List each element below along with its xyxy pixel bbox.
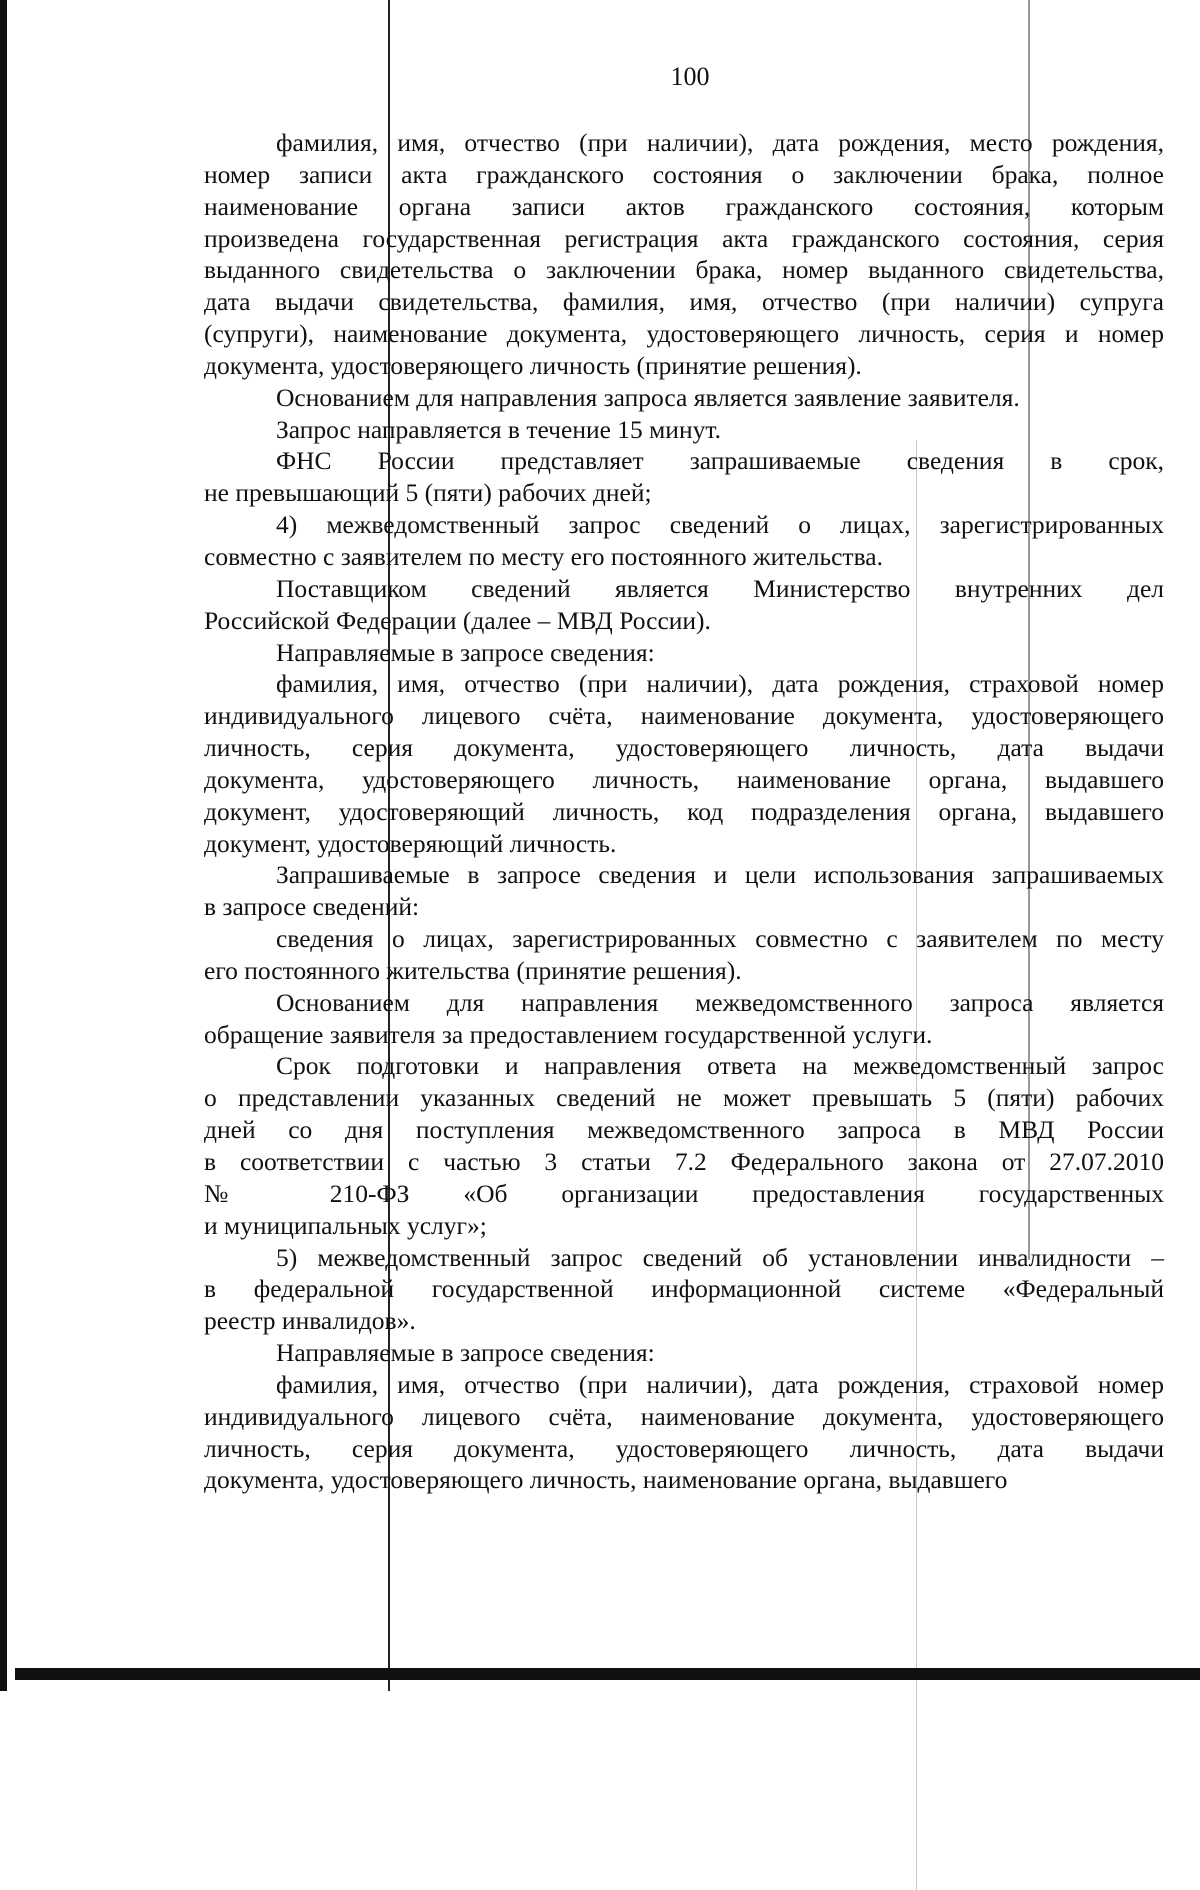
text-line: выданного свидетельства о заключении брака, номер выданного свидетельства, [204,255,1164,285]
paragraph [204,382,1164,414]
text-line: дата выдачи свидетельства, фамилия, имя, отчество (при наличии) супруга [204,287,1164,317]
text-line: Запрашиваемые в запросе сведения и цели использования запрашиваемых [276,860,1164,890]
page-number: 100 [670,62,710,91]
text-line: Основанием для направления межведомственного запроса является [276,987,1164,1017]
text-line: документ, удостоверяющий личность. [204,828,617,858]
scan-left-edge [0,0,7,1691]
text-line: наименование органа записи актов гражданского состояния, которым [204,191,1164,221]
paragraph [204,509,1164,573]
text-line: и муниципальных услуг»; [204,1210,487,1240]
paragraph [204,414,1164,446]
text-line: индивидуального лицевого счёта, наименование документа, удостоверяющего [204,1401,1164,1431]
text-line: Направляемые в запросе сведения: [276,637,655,667]
text-line: Запрос направляется в течение 15 минут. [276,414,721,444]
text-line: фамилия, имя, отчество (при наличии), дата рождения, страховой номер [276,669,1164,699]
paragraph [204,859,1164,923]
paragraph [204,445,1164,509]
text-line: совместно с заявителем по месту его постоянного жительства. [204,541,883,571]
text-line: обращение заявителя за предоставлением государственной услуги. [204,1019,933,1049]
paragraph [204,987,1164,1051]
text-line: личность, серия документа, удостоверяющего личность, дата выдачи [204,1433,1164,1463]
text-line: сведения о лицах, зарегистрированных совместно с заявителем по месту [276,924,1164,954]
paragraph [204,1242,1164,1338]
text-line: Срок подготовки и направления ответа на межведомственный запрос [276,1051,1164,1081]
text-line: не превышающий 5 (пяти) рабочих дней; [204,478,652,508]
paragraph [204,1337,1164,1369]
text-line: документа, удостоверяющего личность (принятие решения). [204,350,862,380]
text-line: 4) межведомственный запрос сведений о лицах, зарегистрированных [276,510,1164,540]
text-line: номер записи акта гражданского состояния о заключении брака, полное [204,159,1164,189]
text-line: индивидуального лицевого счёта, наименование документа, удостоверяющего [204,701,1164,731]
paragraph [204,923,1164,987]
text-line: о представлении указанных сведений не может превышать 5 (пяти) рабочих [204,1083,1164,1113]
paragraph [204,1050,1164,1241]
scan-bottom-edge [15,1668,1200,1680]
paragraph [204,1369,1164,1496]
text-line: ФНС России представляет запрашиваемые сведения в срок, [276,446,1164,476]
text-line: произведена государственная регистрация акта гражданского состояния, серия [204,223,1164,253]
text-line: его постоянного жительства (принятие решения). [204,955,742,985]
text-line: дней со дня поступления межведомственного запроса в МВД России [204,1115,1164,1145]
text-line: 5) межведомственный запрос сведений об установлении инвалидности – [276,1242,1164,1272]
text-line: фамилия, имя, отчество (при наличии), дата рождения, место рождения, [276,128,1164,157]
text-line: Направляемые в запросе сведения: [276,1338,655,1368]
text-line: Поставщиком сведений является Министерство внутренних дел [276,573,1164,603]
text-line: № 210-ФЗ «Об организации предоставления государственных [204,1178,1164,1208]
paragraph [204,127,1164,382]
text-line: (супруги), наименование документа, удостоверяющего личность, серия и номер [204,319,1164,349]
text-line: реестр инвалидов». [204,1306,416,1336]
text-line: в запросе сведений: [204,892,420,922]
text-line: документ, удостоверяющий личность, код подразделения органа, выдавшего [204,796,1164,826]
text-line: Основанием для направления запроса является заявление заявителя. [276,382,1020,412]
text-line: в федеральной государственной информационной системе «Федеральный [204,1274,1164,1304]
paragraph [204,668,1164,859]
text-line: Российской Федерации (далее – МВД России). [204,605,711,635]
text-line: фамилия, имя, отчество (при наличии), дата рождения, страховой номер [276,1369,1164,1399]
paragraph [204,573,1164,637]
text-line: в соответствии с частью 3 статьи 7.2 Федерального закона от 27.07.2010 [204,1147,1164,1176]
text-line: документа, удостоверяющего личность, наименование органа, выдавшего [204,1465,1008,1495]
text-line: документа, удостоверяющего личность, наименование органа, выдавшего [204,764,1164,794]
text-line: личность, серия документа, удостоверяющего личность, дата выдачи [204,733,1164,763]
paragraph [204,637,1164,669]
document-body [204,127,1164,1496]
